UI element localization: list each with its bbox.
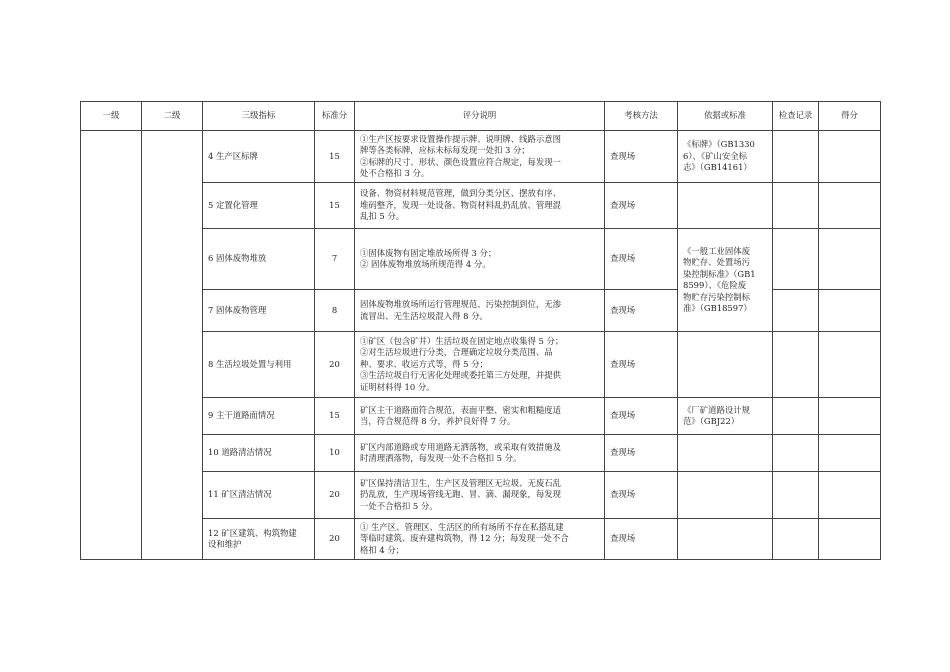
scoring-description: 固体废物堆放场所运行管理规范、污染控制到位，无渗 流冒出、无生活垃圾混入得 8 分。: [355, 290, 605, 332]
check-method: 查现场: [605, 519, 678, 560]
col-header-method: 考核方法: [605, 102, 678, 131]
check-method: 查现场: [605, 290, 678, 332]
item-name: 8 生活垃圾处置与利用: [203, 332, 315, 398]
col-header-score: 标准分: [315, 102, 355, 131]
standard-score: 7: [315, 229, 355, 290]
check-method: 查现场: [605, 332, 678, 398]
standard-score: 20: [315, 332, 355, 398]
score-cell[interactable]: [819, 131, 881, 183]
item-name: 5 定置化管理: [203, 183, 315, 229]
basis-standard: [678, 183, 773, 229]
item-name: 12 矿区建筑、构筑物建 设和维护: [203, 519, 315, 560]
score-cell[interactable]: [819, 398, 881, 435]
item-name: 9 主干道路面情况: [203, 398, 315, 435]
col-header-level3: 三级指标: [203, 102, 315, 131]
standard-score: 15: [315, 131, 355, 183]
item-name: 4 生产区标牌: [203, 131, 315, 183]
score-cell[interactable]: [819, 472, 881, 519]
table-row: [81, 131, 881, 183]
item-name: 10 道路清洁情况: [203, 435, 315, 472]
scoring-description: ①生产区按要求设置操作提示牌、说明牌、线路示意图 牌等各类标牌，应标未标每发现一处扣 3 分； ②标牌的尺寸、形状、颜色设置应符合规定，每发现一 处不合格扣 3 分。: [355, 131, 605, 183]
score-cell[interactable]: [819, 519, 881, 560]
scoring-description: 设备、物资材料规范管理，做到分类分区、摆放有序、 堆码整齐，发现一处设备、物资材料乱扔乱放、管理混 乱扣 5 分。: [355, 183, 605, 229]
col-header-record: 检查记录: [773, 102, 819, 131]
level1-cell: [81, 131, 142, 560]
check-record-cell[interactable]: [773, 435, 819, 472]
table-header-row: [81, 102, 881, 131]
check-method: 查现场: [605, 398, 678, 435]
basis-standard: [678, 435, 773, 472]
scoring-description: 矿区内部道路或专用道路无洒落物，或采取有效措施及 时清理洒落物，每发现一处不合格扣 5 分。: [355, 435, 605, 472]
scoring-description: 矿区主干道路面符合规范，表面平整、密实和粗糙度适 当，符合规范得 8 分，养护良好得 7 分。: [355, 398, 605, 435]
score-cell[interactable]: [819, 435, 881, 472]
item-name: 7 固体废物管理: [203, 290, 315, 332]
standard-score: 15: [315, 398, 355, 435]
scoring-description: ① 生产区、管理区、生活区的所有场所不存在私搭乱建 等临时建筑、废弃建构筑物，得 12 分；每发现一处不合 格扣 4 分；: [355, 519, 605, 560]
basis-standard: 《厂矿道路设计规 范》（GBJ22）: [678, 398, 773, 435]
scoring-table: [80, 101, 881, 560]
check-record-cell[interactable]: [773, 131, 819, 183]
score-cell[interactable]: [819, 183, 881, 229]
check-record-cell[interactable]: [773, 229, 819, 290]
scoring-description: ①固体废物有固定堆放场所得 3 分； ② 固体废物堆放场所规范得 4 分。: [355, 229, 605, 290]
check-method: 查现场: [605, 472, 678, 519]
basis-standard: 《标牌》（GB1330 6）、《矿山安全标 志》（GB14161）: [678, 131, 773, 183]
check-record-cell[interactable]: [773, 290, 819, 332]
check-method: 查现场: [605, 131, 678, 183]
check-record-cell[interactable]: [773, 332, 819, 398]
col-header-level1: 一级: [81, 102, 142, 131]
check-record-cell[interactable]: [773, 398, 819, 435]
basis-standard: 《一般工业固体废 物贮存、处置场污 染控制标准》（GB1 8599）、《危险废 物贮存污染控制标 准》（GB18597）: [678, 229, 773, 332]
scoring-description: ①矿区（包含矿井）生活垃圾在固定地点收集得 5 分； ②对生活垃圾进行分类，合理确定垃圾分类范围、品 种、要求、收运方式等，得 5 分； ③生活垃圾自行无害化处理或委托第三方处理，并提供 证明材料得 10 分。: [355, 332, 605, 398]
check-record-cell[interactable]: [773, 472, 819, 519]
score-cell[interactable]: [819, 290, 881, 332]
standard-score: 8: [315, 290, 355, 332]
col-header-basis: 依据或标准: [678, 102, 773, 131]
check-method: 查现场: [605, 435, 678, 472]
col-header-level2: 二级: [142, 102, 203, 131]
basis-standard: [678, 519, 773, 560]
check-record-cell[interactable]: [773, 183, 819, 229]
item-name: 11 矿区清洁情况: [203, 472, 315, 519]
standard-score: 20: [315, 519, 355, 560]
item-name: 6 固体废物堆放: [203, 229, 315, 290]
col-header-description: 评分说明: [355, 102, 605, 131]
score-cell[interactable]: [819, 332, 881, 398]
standard-score: 10: [315, 435, 355, 472]
col-header-points: 得分: [819, 102, 881, 131]
standard-score: 15: [315, 183, 355, 229]
standard-score: 20: [315, 472, 355, 519]
basis-standard: [678, 472, 773, 519]
check-method: 查现场: [605, 229, 678, 290]
check-method: 查现场: [605, 183, 678, 229]
scoring-description: 矿区保持清洁卫生，生产区及管理区无垃圾、无废石乱 扔乱放，生产现场管线无跑、冒、滴、漏现象，每发现 一处不合格扣 5 分。: [355, 472, 605, 519]
level2-cell: [142, 131, 203, 560]
check-record-cell[interactable]: [773, 519, 819, 560]
basis-standard: [678, 332, 773, 398]
score-cell[interactable]: [819, 229, 881, 290]
